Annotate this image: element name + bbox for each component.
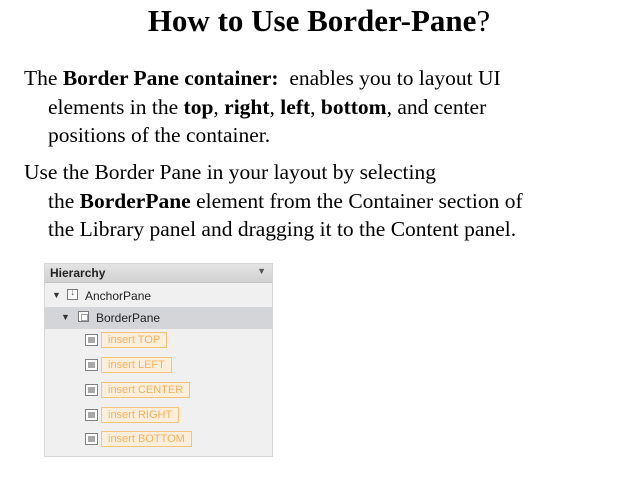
slot-icon [85,409,98,421]
tree-node-anchorpane[interactable] [45,285,272,307]
tree-node-borderpane[interactable] [45,307,272,329]
paragraph-border-pane-description [24,64,624,150]
insert-slot-center[interactable] [45,380,272,402]
insert-slot-right[interactable] [45,405,272,427]
insert-slot-label: insert LEFT [101,357,172,373]
slot-icon [85,334,98,346]
borderpane-element-term: BorderPane [79,188,191,213]
paragraph2-line2 [24,187,624,216]
panel-menu-dropdown-icon[interactable]: ▼ [257,266,266,276]
comma: , [269,94,281,119]
insert-slot-label: insert RIGHT [101,407,179,423]
position-bottom-term: bottom [320,94,387,119]
paragraph2-line2-start: the [48,188,80,213]
paragraph1-line2-end: , and center [386,94,487,119]
insert-slot-label: insert CENTER [101,382,190,398]
insert-slot-label: insert TOP [101,332,167,348]
insert-slot-bottom[interactable] [45,429,272,451]
paragraph1-line2-start: elements in the [48,94,184,119]
paragraph2-line1: Use the Border Pane in your layout by selecting [24,160,436,184]
insert-slot-left[interactable] [45,355,272,377]
slot-icon [85,433,98,445]
tree-node-label: BorderPane [96,311,161,325]
slide-title-question-mark: ? [476,3,491,38]
expand-triangle-icon[interactable]: ▼ [61,312,70,322]
paragraph-usage-instructions [24,158,624,244]
hierarchy-panel [44,263,273,457]
anchorpane-icon [67,289,78,300]
paragraph1-line3: positions of the container. [48,123,271,147]
paragraph2-line3: the Library panel and dragging it to the Content panel. [48,217,517,241]
hierarchy-panel-title: Hierarchy [50,266,106,280]
insert-slot-top[interactable] [45,330,272,352]
paragraph1-lead-text: The [24,66,63,90]
slot-icon [85,359,98,371]
tree-node-label: AnchorPane [85,289,152,303]
position-top-term: top [183,94,214,119]
comma: , [213,94,225,119]
borderpane-icon [78,311,89,322]
paragraph1-text: enables you to layout UI [278,66,501,90]
expand-triangle-icon[interactable]: ▼ [52,290,61,300]
position-right-term: right [224,94,270,119]
paragraph1-bold-term: Border Pane container: [62,66,279,90]
paragraph2-line2-end: element from the Container section of [190,188,523,213]
position-left-term: left [280,94,311,119]
slide-title [0,3,638,39]
comma: , [310,94,321,119]
slide-title-text: How to Use Border-Pane [147,3,477,38]
paragraph1-line2 [24,93,624,122]
insert-slot-label: insert BOTTOM [101,431,192,447]
slot-icon [85,384,98,396]
paragraph1-line1 [24,64,624,93]
hierarchy-panel-header [45,264,272,283]
